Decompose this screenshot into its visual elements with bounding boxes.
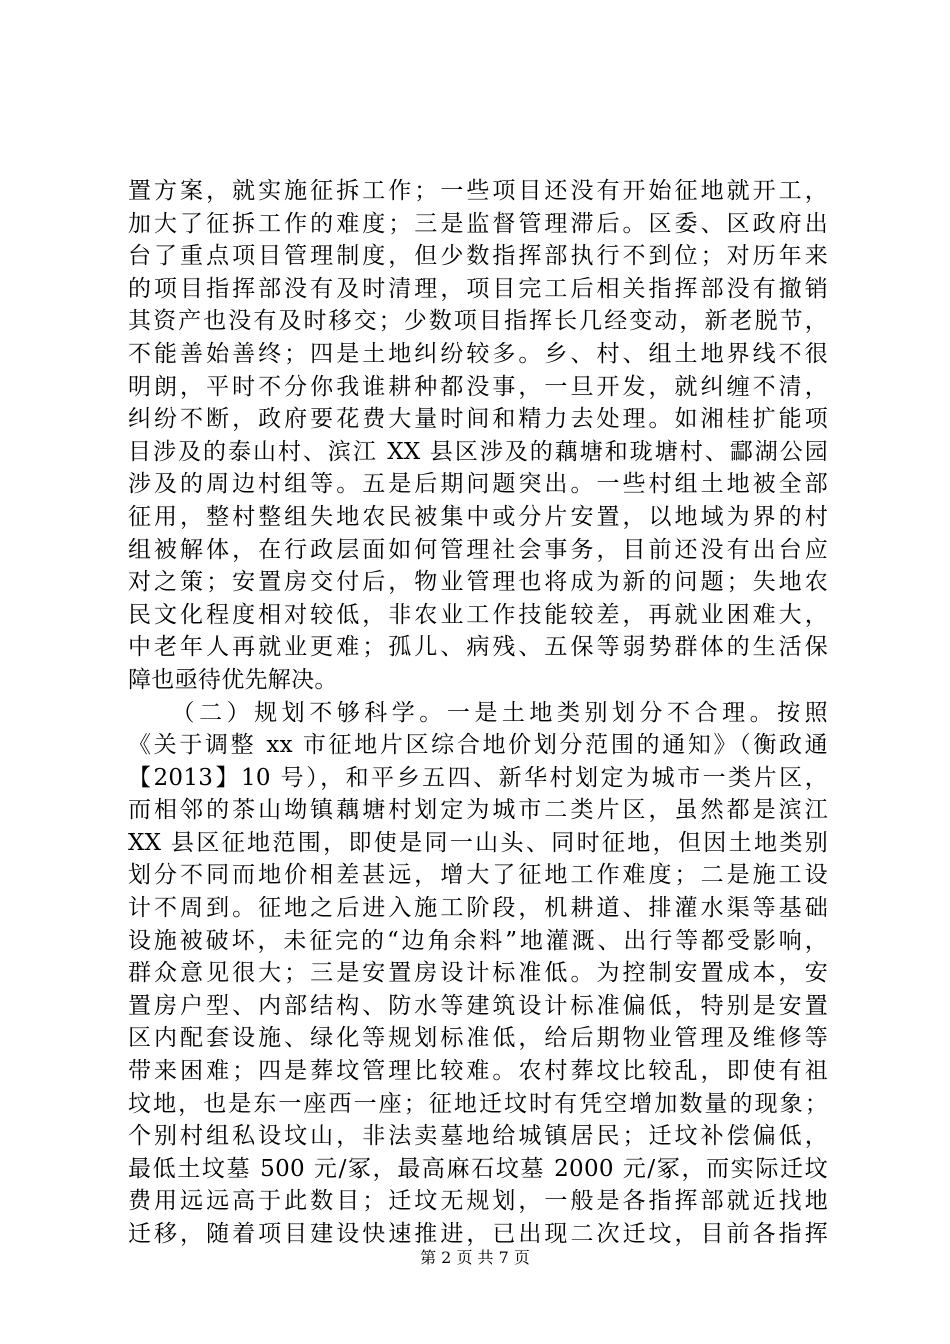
text-line: 置方案，就实施征拆工作；一些项目还没有开始征地就开工， [128,178,828,204]
text-line: 费用远远高于此数目；迁坟无规划，一般是各指挥部就近找地 [128,1188,828,1215]
text-line: 计不周到。征地之后进入施工阶段，机耕道、排灌水渠等基础 [128,895,828,922]
text-line: 最低土坟墓 500 元/冢，最高麻石坟墓 2000 元/冢，而实际迁坟 [128,1155,828,1182]
text-line: 中老年人再就业更难；孤儿、病残、五保等弱势群体的生活保 [128,634,828,661]
text-line: 台了重点项目管理制度，但少数指挥部执行不到位；对历年来 [128,243,828,270]
text-line: 群众意见很大；三是安置房设计标准低。为控制安置成本，安 [128,960,828,987]
text-line: 【2013】10 号），和平乡五四、新华村划定为城市一类片区， [128,764,828,791]
text-line: 划分不同而地价相差甚远，增大了征地工作难度；二是施工设 [128,862,828,889]
text-line: 明朗，平时不分你我谁耕种都没事，一旦开发，就纠缠不清， [128,373,828,400]
text-line: 《关于调整 xx 市征地片区综合地价划分范围的通知》（衡政通 [128,732,828,759]
text-line: XX 县区征地范围，即使是同一山头、同时征地，但因土地类别 [128,829,828,856]
text-line: 个别村组私设坟山，非法卖墓地给城镇居民；迁坟补偿偏低， [128,1123,828,1150]
text-line: 不能善始善终；四是土地纠纷较多。乡、村、组土地界线不很 [128,340,828,367]
text-line: （二）规划不够科学。一是土地类别划分不合理。按照 [128,699,828,726]
text-line: 涉及的周边村组等。五是后期问题突出。一些村组土地被全部 [128,471,828,498]
text-line: 设施被破坏，未征完的“边角余料”地灌溉、出行等都受影响， [128,927,828,954]
text-line: 带来困难；四是葬坟管理比较难。农村葬坟比较乱，即使有祖 [128,1058,828,1085]
text-line: 纠纷不断，政府要花费大量时间和精力去处理。如湘桂扩能项 [128,406,828,433]
text-line: 迁移，随着项目建设快速推进，已出现二次迁坟，目前各指挥 [128,1221,828,1247]
text-line: 其资产也没有及时移交；少数项目指挥长几经变动，新老脱节， [128,308,828,335]
body-text [128,175,828,1251]
text-line: 征用，整村整组失地农民被集中或分片安置，以地域为界的村 [128,503,828,530]
text-line: 组被解体，在行政层面如何管理社会事务，目前还没有出台应 [128,536,828,563]
page-footer: 第 2 页 共 7 页 [420,1248,530,1267]
text-line: 目涉及的泰山村、滨江 XX 县区涉及的藕塘和珑塘村、酃湖公园 [128,438,828,465]
text-line: 对之策；安置房交付后，物业管理也将成为新的问题；失地农 [128,569,828,596]
text-line: 民文化程度相对较低，非农业工作技能较差，再就业困难大， [128,601,828,628]
text-line: 置房户型、内部结构、防水等建筑设计标准偏低，特别是安置 [128,992,828,1019]
text-line: 坟地，也是东一座西一座；征地迁坟时有凭空增加数量的现象； [128,1090,828,1117]
text-line: 的项目指挥部没有及时清理，项目完工后相关指挥部没有撤销 [128,275,828,302]
text-line: 而相邻的茶山坳镇藕塘村划定为城市二类片区，虽然都是滨江 [128,797,828,824]
text-line: 加大了征拆工作的难度；三是监督管理滞后。区委、区政府出 [128,210,828,237]
text-line: 障也亟待优先解决。 [128,666,338,693]
text-line: 区内配套设施、绿化等规划标准低，给后期物业管理及维修等 [128,1025,828,1052]
